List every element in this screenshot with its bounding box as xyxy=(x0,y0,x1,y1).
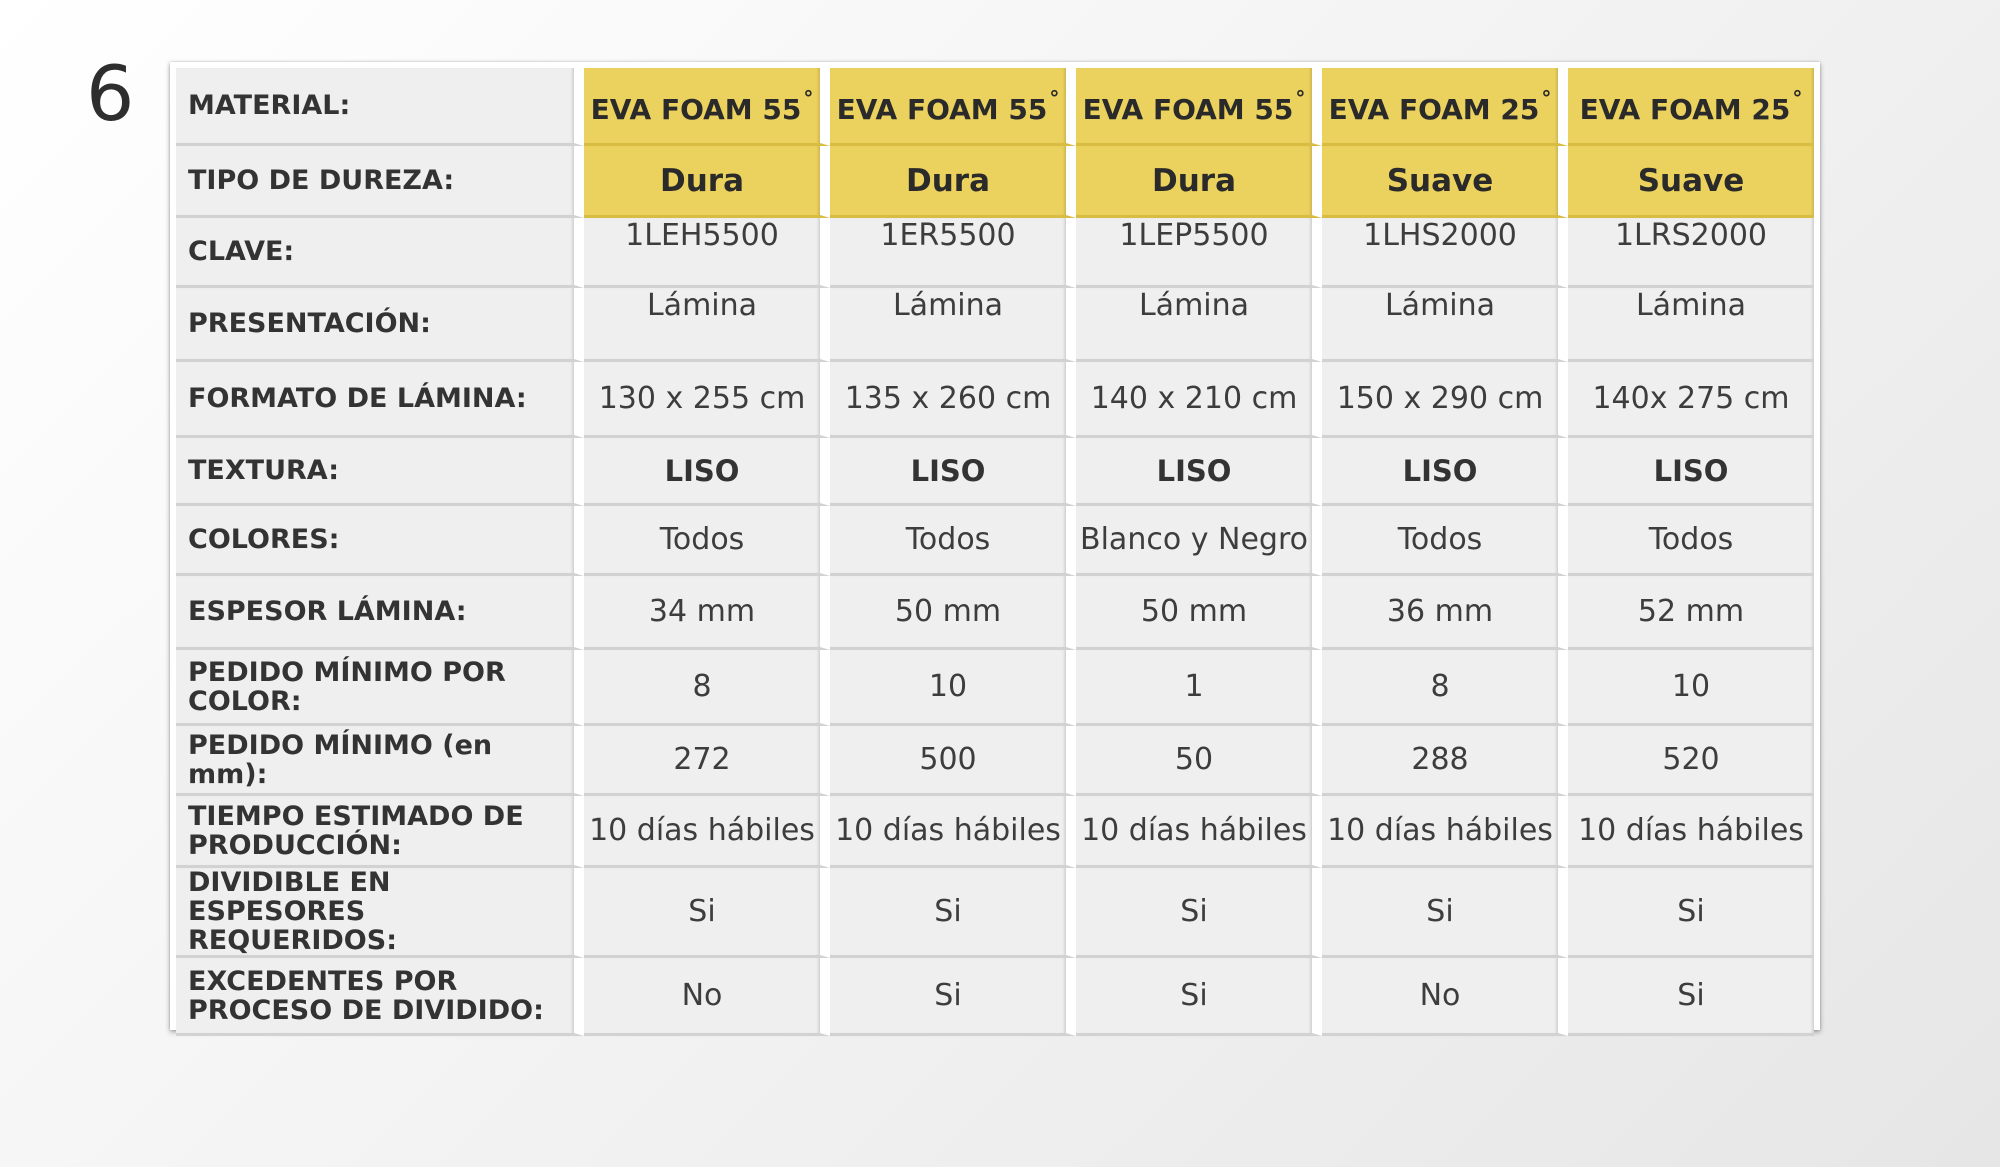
pedido-mm-cell: 50 xyxy=(1076,726,1322,796)
dureza-cell: Dura xyxy=(830,146,1076,218)
colores-cell: Todos xyxy=(830,506,1076,576)
row-pedido-minimo-mm xyxy=(176,726,1814,796)
row-presentacion xyxy=(176,288,1814,362)
espesor-cell: 36 mm xyxy=(1322,576,1568,650)
dureza-cell: Dura xyxy=(584,146,830,218)
pedido-mm-cell: 272 xyxy=(584,726,830,796)
presentacion-cell: Lámina xyxy=(830,288,1076,362)
pedido-color-cell: 10 xyxy=(830,650,1076,726)
row-label: PEDIDO MÍNIMO (en mm): xyxy=(176,726,584,796)
dividible-cell: Si xyxy=(830,868,1076,958)
row-label: EXCEDENTES POR PROCESO DE DIVIDIDO: xyxy=(176,958,584,1036)
row-material xyxy=(176,68,1814,146)
formato-cell: 150 x 290 cm xyxy=(1322,362,1568,438)
row-label: CLAVE: xyxy=(176,218,584,288)
dureza-cell: Suave xyxy=(1568,146,1814,218)
espesor-cell: 50 mm xyxy=(830,576,1076,650)
pedido-mm-cell: 520 xyxy=(1568,726,1814,796)
presentacion-cell: Lámina xyxy=(1568,288,1814,362)
presentacion-cell: Lámina xyxy=(1322,288,1568,362)
textura-cell: LISO xyxy=(1568,438,1814,506)
row-colores xyxy=(176,506,1814,576)
row-label: TEXTURA: xyxy=(176,438,584,506)
material-cell: EVA FOAM 55 ° xyxy=(1076,68,1322,146)
excedentes-cell: Si xyxy=(830,958,1076,1036)
page-number: 6 xyxy=(86,49,135,138)
colores-cell: Blanco y Negro xyxy=(1076,506,1322,576)
row-textura xyxy=(176,438,1814,506)
row-excedentes xyxy=(176,958,1814,1036)
row-label: FORMATO DE LÁMINA: xyxy=(176,362,584,438)
excedentes-cell: Si xyxy=(1076,958,1322,1036)
pedido-mm-cell: 500 xyxy=(830,726,1076,796)
espesor-cell: 52 mm xyxy=(1568,576,1814,650)
dureza-cell: Dura xyxy=(1076,146,1322,218)
material-cell: EVA FOAM 25 ° xyxy=(1322,68,1568,146)
tiempo-cell: 10 días hábiles xyxy=(830,796,1076,868)
dureza-cell: Suave xyxy=(1322,146,1568,218)
dividible-cell: Si xyxy=(1076,868,1322,958)
pedido-mm-cell: 288 xyxy=(1322,726,1568,796)
row-label: TIPO DE DUREZA: xyxy=(176,146,584,218)
tiempo-cell: 10 días hábiles xyxy=(1322,796,1568,868)
pedido-color-cell: 8 xyxy=(1322,650,1568,726)
clave-cell: 1LHS2000 xyxy=(1322,218,1568,288)
formato-cell: 140x 275 cm xyxy=(1568,362,1814,438)
colores-cell: Todos xyxy=(1568,506,1814,576)
material-cell: EVA FOAM 55 ° xyxy=(830,68,1076,146)
colores-cell: Todos xyxy=(584,506,830,576)
row-label: TIEMPO ESTIMADO DE PRODUCCIÓN: xyxy=(176,796,584,868)
textura-cell: LISO xyxy=(584,438,830,506)
spec-table-card xyxy=(170,62,1820,1030)
row-pedido-minimo-por-color xyxy=(176,650,1814,726)
row-dividible xyxy=(176,868,1814,958)
material-cell: EVA FOAM 55 ° xyxy=(584,68,830,146)
row-clave xyxy=(176,218,1814,288)
pedido-color-cell: 8 xyxy=(584,650,830,726)
row-tiempo-estimado xyxy=(176,796,1814,868)
textura-cell: LISO xyxy=(830,438,1076,506)
row-label: MATERIAL: xyxy=(176,68,584,146)
pedido-color-cell: 1 xyxy=(1076,650,1322,726)
row-espesor-lamina xyxy=(176,576,1814,650)
dividible-cell: Si xyxy=(1322,868,1568,958)
clave-cell: 1LEP5500 xyxy=(1076,218,1322,288)
textura-cell: LISO xyxy=(1076,438,1322,506)
excedentes-cell: No xyxy=(1322,958,1568,1036)
presentacion-cell: Lámina xyxy=(584,288,830,362)
clave-cell: 1LEH5500 xyxy=(584,218,830,288)
row-label: DIVIDIBLE EN ESPESORES REQUERIDOS: xyxy=(176,868,584,958)
formato-cell: 130 x 255 cm xyxy=(584,362,830,438)
material-cell: EVA FOAM 25 ° xyxy=(1568,68,1814,146)
clave-cell: 1ER5500 xyxy=(830,218,1076,288)
espesor-cell: 50 mm xyxy=(1076,576,1322,650)
row-label: PEDIDO MÍNIMO POR COLOR: xyxy=(176,650,584,726)
tiempo-cell: 10 días hábiles xyxy=(1568,796,1814,868)
tiempo-cell: 10 días hábiles xyxy=(584,796,830,868)
row-label: COLORES: xyxy=(176,506,584,576)
spec-table xyxy=(176,68,1814,1036)
excedentes-cell: No xyxy=(584,958,830,1036)
tiempo-cell: 10 días hábiles xyxy=(1076,796,1322,868)
dividible-cell: Si xyxy=(1568,868,1814,958)
dividible-cell: Si xyxy=(584,868,830,958)
clave-cell: 1LRS2000 xyxy=(1568,218,1814,288)
colores-cell: Todos xyxy=(1322,506,1568,576)
row-formato-de-lamina xyxy=(176,362,1814,438)
pedido-color-cell: 10 xyxy=(1568,650,1814,726)
row-tipo-de-dureza xyxy=(176,146,1814,218)
row-label: PRESENTACIÓN: xyxy=(176,288,584,362)
textura-cell: LISO xyxy=(1322,438,1568,506)
formato-cell: 140 x 210 cm xyxy=(1076,362,1322,438)
row-label: ESPESOR LÁMINA: xyxy=(176,576,584,650)
formato-cell: 135 x 260 cm xyxy=(830,362,1076,438)
espesor-cell: 34 mm xyxy=(584,576,830,650)
excedentes-cell: Si xyxy=(1568,958,1814,1036)
presentacion-cell: Lámina xyxy=(1076,288,1322,362)
